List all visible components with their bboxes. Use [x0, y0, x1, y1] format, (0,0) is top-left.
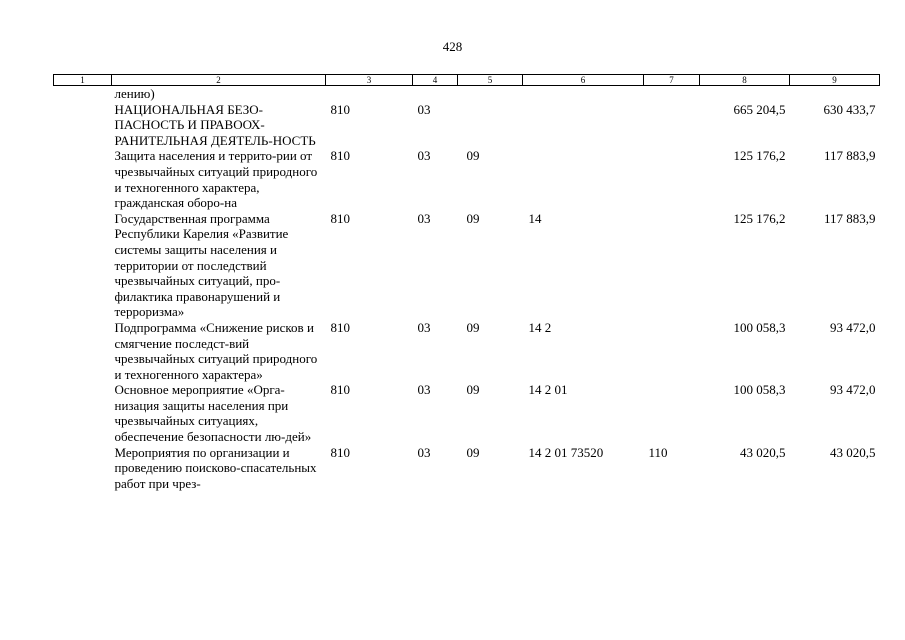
- column-header-1: 1: [54, 75, 112, 86]
- budget-table: [53, 74, 880, 491]
- table-row: [54, 102, 880, 149]
- column-header-5: 5: [458, 75, 523, 86]
- amount-column-9: 117 883,9: [823, 148, 876, 164]
- item-name: НАЦИОНАЛЬНАЯ БЕЗО-ПАСНОСТЬ И ПРАВООХ-РАНИТЕЛЬНАЯ ДЕЯТЕЛЬ-НОСТЬ: [114, 101, 316, 148]
- item-name: Защита населения и террито-рии от чрезвычайных ситуаций природного и техногенного характера, гражданская оборо-на: [114, 148, 318, 211]
- continuation-row: [54, 86, 880, 102]
- item-name: Подпрограмма «Снижение рисков и смягчение последст-вий чрезвычайных ситуаций природного и техногенного характера»: [114, 319, 318, 382]
- amount-column-9: 43 020,5: [830, 444, 876, 460]
- column-header-3: 3: [326, 75, 413, 86]
- code-column-7: [644, 320, 700, 382]
- code-column-3: 810: [330, 382, 350, 398]
- item-name: Основное мероприятие «Орга-низация защиты населения при чрезвычайных ситуациях, обеспечение безопасности лю-дей»: [114, 382, 312, 445]
- code-column-3: 810: [330, 319, 350, 335]
- code-column-3: 810: [330, 148, 350, 164]
- code-column-6: 14: [528, 210, 542, 226]
- column-header-8: 8: [700, 75, 790, 86]
- code-column-6: [523, 148, 644, 210]
- amount-column-9: 630 433,7: [823, 101, 876, 117]
- code-column-5: 09: [466, 444, 480, 460]
- code-column-5: 09: [466, 382, 480, 398]
- code-column-6: 14 2 01 73520: [528, 444, 604, 460]
- code-column-7: [644, 148, 700, 210]
- table-header: [54, 75, 880, 86]
- column-header-9: 9: [790, 75, 880, 86]
- code-column-7: [644, 102, 700, 149]
- amount-column-8: 125 176,2: [733, 148, 786, 164]
- code-column-6: 14 2: [528, 319, 552, 335]
- table-body: [54, 86, 880, 492]
- code-column-5: 09: [466, 210, 480, 226]
- column-header-4: 4: [413, 75, 458, 86]
- code-column-4: 03: [417, 319, 431, 335]
- code-column-4: 03: [417, 382, 431, 398]
- table-row: [54, 211, 880, 320]
- column-header-7: 7: [644, 75, 700, 86]
- code-column-7: 110: [648, 444, 668, 460]
- code-column-3: 810: [330, 210, 350, 226]
- continuation-text: лению): [114, 86, 155, 101]
- table-row: [54, 148, 880, 210]
- code-column-7: [644, 211, 700, 320]
- amount-column-8: 43 020,5: [740, 444, 786, 460]
- amount-column-9: 93 472,0: [830, 319, 876, 335]
- column-header-6: 6: [523, 75, 644, 86]
- column-header-2: 2: [112, 75, 326, 86]
- amount-column-9: 93 472,0: [830, 382, 876, 398]
- table-row: [54, 445, 880, 492]
- item-name: Мероприятия по организации и проведению поисково-спасательных работ при чрез-: [114, 444, 317, 491]
- code-column-5: [458, 102, 523, 149]
- code-column-4: 03: [417, 148, 431, 164]
- code-column-4: 03: [417, 101, 431, 117]
- amount-column-8: 100 058,3: [733, 319, 786, 335]
- code-column-5: 09: [466, 148, 480, 164]
- amount-column-8: 125 176,2: [733, 210, 786, 226]
- code-column-4: 03: [417, 210, 431, 226]
- code-column-5: 09: [466, 319, 480, 335]
- amount-column-8: 100 058,3: [733, 382, 786, 398]
- code-column-3: 810: [330, 101, 350, 117]
- table-row: [54, 320, 880, 382]
- code-column-7: [644, 382, 700, 444]
- code-column-6: 14 2 01: [528, 382, 568, 398]
- item-name: Государственная программа Республики Карелия «Развитие системы защиты населения и территории от последствий чрезвычайных ситуаций, про-филактика правонарушений и терроризма»: [114, 210, 289, 320]
- table-row: [54, 382, 880, 444]
- code-column-6: [523, 102, 644, 149]
- code-column-3: 810: [330, 444, 350, 460]
- code-column-4: 03: [417, 444, 431, 460]
- amount-column-9: 117 883,9: [823, 210, 876, 226]
- page-number: 428: [442, 39, 463, 54]
- amount-column-8: 665 204,5: [733, 101, 786, 117]
- column-numbers-row: [54, 75, 880, 86]
